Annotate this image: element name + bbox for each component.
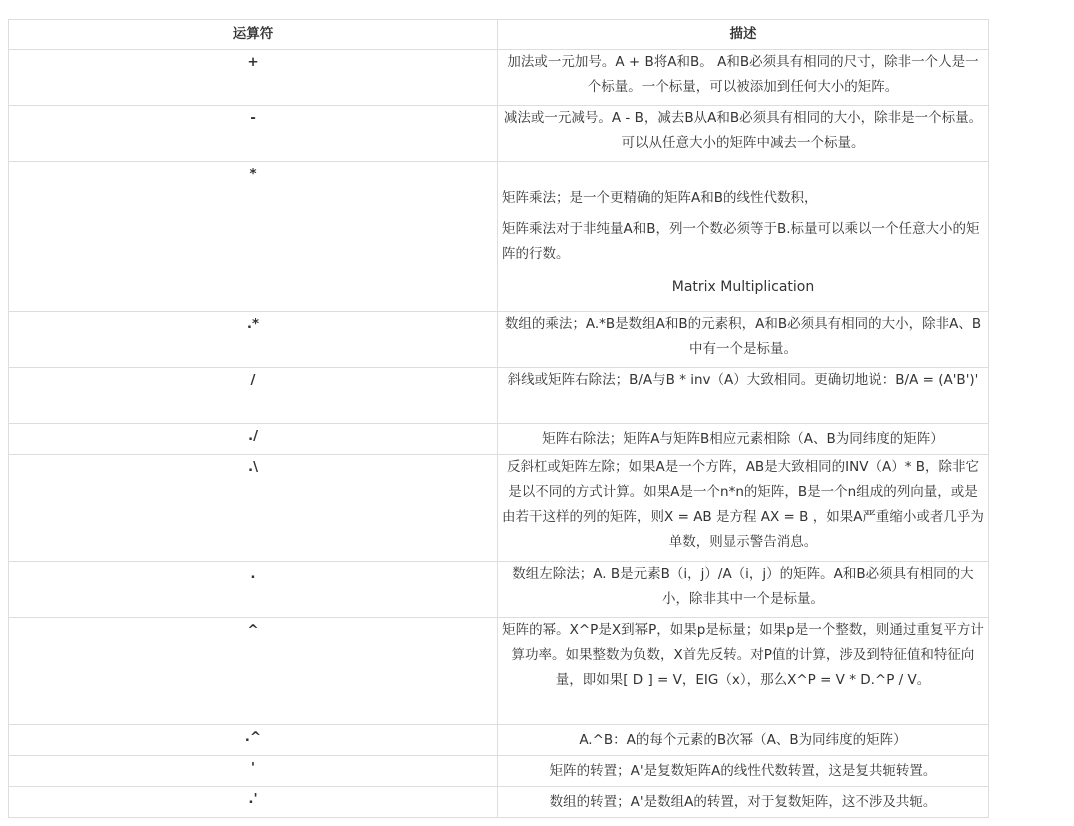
operator-cell: * — [9, 162, 498, 312]
table-header-row — [9, 20, 989, 50]
operator-cell: .* — [9, 312, 498, 368]
table-row — [9, 106, 989, 162]
operator-cell: / — [9, 368, 498, 424]
description-cell — [498, 162, 989, 312]
table-row — [9, 312, 989, 368]
table-row — [9, 756, 989, 787]
table-row — [9, 787, 989, 818]
description-cell: 数组左除法；A. B是元素B（i，j）/A（i，j）的矩阵。A和B必须具有相同的大小，除非其中一个是标量。 — [498, 562, 989, 618]
operator-cell: .' — [9, 787, 498, 818]
operator-cell: . — [9, 562, 498, 618]
description-cell: 数组的转置；A'是数组A的转置，对于复数矩阵，这不涉及共轭。 — [498, 787, 989, 818]
operator-cell: .\ — [9, 455, 498, 562]
table-row — [9, 618, 989, 725]
operator-cell: ^ — [9, 618, 498, 725]
operator-table — [8, 19, 989, 818]
description-paragraph: 矩阵乘法对于非纯量A和B，列一个数必须等于B.标量可以乘以一个任意大小的矩阵的行数。 — [502, 221, 980, 262]
operator-cell: - — [9, 106, 498, 162]
table-row — [9, 50, 989, 106]
operator-cell: .^ — [9, 725, 498, 756]
table-row — [9, 562, 989, 618]
table-row — [9, 162, 989, 312]
table-row — [9, 725, 989, 756]
description-cell: A.^B：A的每个元素的B次幂（A、B为同纬度的矩阵） — [498, 725, 989, 756]
description-cell: 矩阵的转置；A'是复数矩阵A的线性代数转置，这是复共轭转置。 — [498, 756, 989, 787]
description-paragraph: 矩阵乘法；是一个更精确的矩阵A和B的线性代数积， — [502, 190, 818, 206]
image-caption: Matrix Multiplication — [671, 279, 815, 295]
operator-cell: ./ — [9, 424, 498, 455]
description-cell: 加法或一元加号。A + B将A和B。 A和B必须具有相同的尺寸，除非一个人是一个标量。一个标量，可以被添加到任何大小的矩阵。 — [498, 50, 989, 106]
description-cell: 减法或一元减号。A - B，减去B从A和B必须具有相同的大小，除非是一个标量。可以从任意大小的矩阵中减去一个标量。 — [498, 106, 989, 162]
table-row — [9, 368, 989, 424]
operator-cell: ' — [9, 756, 498, 787]
description-cell: 斜线或矩阵右除法；B/A与B * inv（A）大致相同。更确切地说：B/A = (A'B')' — [498, 368, 989, 424]
table-row — [9, 424, 989, 455]
description-cell: 数组的乘法；A.*B是数组A和B的元素积，A和B必须具有相同的大小，除非A、B中有一个是标量。 — [498, 312, 989, 368]
header-description: 描述 — [498, 20, 989, 50]
table-row — [9, 455, 989, 562]
description-cell: 反斜杠或矩阵左除；如果A是一个方阵，AB是大致相同的INV（A）* B，除非它是以不同的方式计算。如果A是一个n*n的矩阵，B是一个n组成的列向量，或是由若干这样的列的矩阵，则X = AB 是方程 AX = B ，如果A严重缩小或者几乎为单数，则显示警告消息。 — [498, 455, 989, 562]
header-operator: 运算符 — [9, 20, 498, 50]
operator-cell: + — [9, 50, 498, 106]
description-cell: 矩阵的幂。X^P是X到幂P，如果p是标量；如果p是一个整数，则通过重复平方计算功率。如果整数为负数，X首先反转。对P值的计算，涉及到特征值和特征向量，即如果[ D ] = V，EIG（x），那么X^P = V * D.^P / V。 — [498, 618, 989, 725]
description-cell: 矩阵右除法；矩阵A与矩阵B相应元素相除（A、B为同纬度的矩阵） — [498, 424, 989, 455]
